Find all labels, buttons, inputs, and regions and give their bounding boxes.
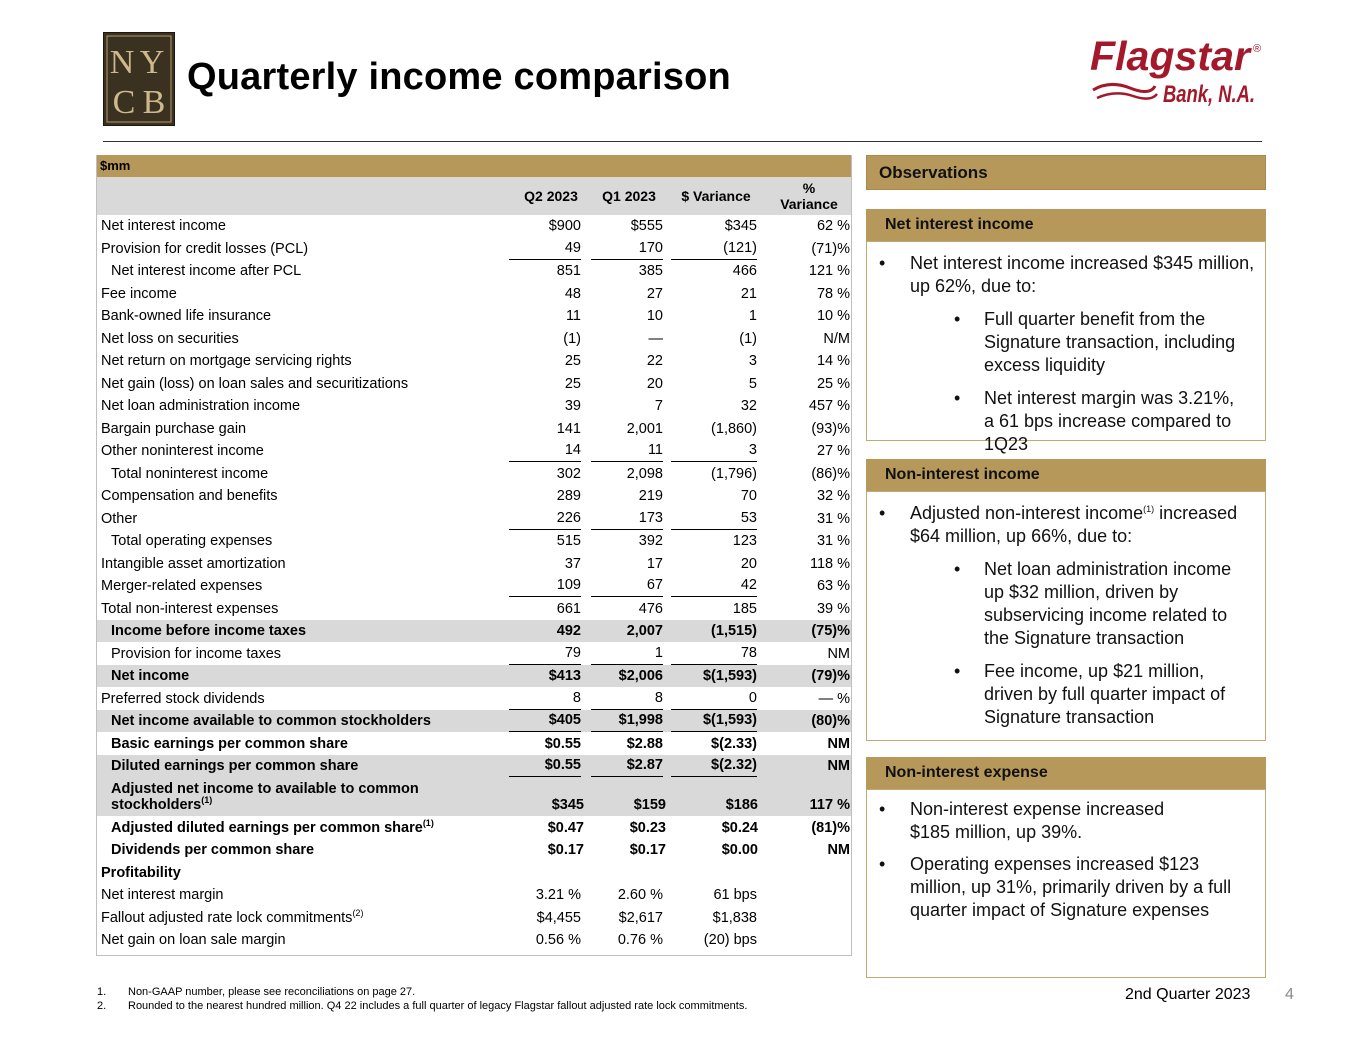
footnote-marker: (1) (1143, 504, 1155, 514)
row-label: Basic earnings per common share (111, 736, 348, 752)
table-row (97, 440, 851, 462)
noninterest-expense-bullet: • Operating expenses increased $123 million, up 31%, primarily driven by a full quarter impact of Signature expenses (867, 853, 1265, 922)
cell-pct-variance: 10 % (816, 308, 850, 324)
cell-q2: 141 (556, 421, 581, 437)
row-label: Net return on mortgage servicing rights (101, 353, 352, 369)
cell-dollar-variance: (1,860) (711, 421, 757, 437)
row-label: Net interest income (101, 218, 226, 234)
cell-q2: 39 (564, 398, 581, 414)
table-header (97, 177, 851, 215)
cell-q2: $405 (509, 710, 581, 732)
nii-bullet (867, 252, 1265, 456)
cell-q1: 67 (591, 575, 663, 597)
cell-dollar-variance: 21 (740, 286, 757, 302)
cell-q1: 173 (591, 507, 663, 530)
cell-q1: 1 (591, 642, 663, 665)
cell-dollar-variance: 70 (740, 488, 757, 504)
cell-dollar-variance: (1,515) (711, 623, 757, 639)
row-label: Income before income taxes (111, 623, 307, 639)
row-label: Other (101, 511, 138, 527)
cell-pct-variance: 31 % (816, 511, 850, 527)
cell-pct-variance (757, 861, 850, 884)
table-row (97, 687, 851, 710)
row-label: Merger-related expenses (101, 578, 263, 594)
col-header-q2: Q2 2023 (524, 188, 578, 204)
cell-dollar-variance: 78 (671, 642, 757, 665)
cell-pct-variance: (80)% (811, 713, 850, 729)
cell-dollar-variance: (121) (671, 237, 757, 260)
cell-dollar-variance: $345 (724, 218, 757, 234)
nycb-logo (103, 32, 175, 126)
row-label: Net loss on securities (101, 331, 239, 347)
cell-pct-variance: N/M (823, 331, 850, 347)
table-row (97, 282, 851, 305)
cell-q1: 2,098 (626, 466, 663, 482)
row-label-line: Adjusted net income to available to common (111, 781, 419, 797)
cell-dollar-variance: 3 (748, 353, 757, 369)
cell-q1: 170 (591, 237, 663, 260)
col-header-dollar-variance: $ Variance (681, 188, 751, 204)
row-label: Dividends per common share (111, 842, 315, 858)
cell-pct-variance (757, 929, 850, 951)
table-row (97, 305, 851, 327)
cell-pct-variance: NM (827, 646, 850, 662)
cell-q2: 25 (564, 376, 581, 392)
cell-q2: $413 (548, 668, 581, 684)
cell-dollar-variance: 61 bps (713, 887, 757, 903)
cell-q2: 48 (564, 286, 581, 302)
cell-q1: 219 (638, 488, 663, 504)
cell-dollar-variance: 32 (740, 398, 757, 414)
noninterest-income-section-body (866, 491, 1266, 741)
row-label: Fee income (101, 286, 177, 302)
table-row (97, 929, 851, 951)
cell-dollar-variance: 20 (740, 556, 757, 572)
table-row (97, 755, 851, 777)
row-label: Net income available to common stockholders (111, 713, 431, 729)
cell-pct-variance: 27 % (816, 443, 850, 459)
cell-dollar-variance: 5 (748, 376, 757, 392)
page-title: Quarterly income comparison (187, 56, 731, 98)
cell-dollar-variance: 53 (671, 507, 757, 530)
cell-dollar-variance: 0 (671, 687, 757, 710)
cell-dollar-variance: 185 (732, 601, 757, 617)
nycb-logo-letter-n: N (109, 44, 135, 81)
cell-q2: $345 (551, 797, 584, 813)
cell-dollar-variance: 3 (671, 440, 757, 462)
flagstar-logo-subline: Bank, N.A. (1163, 81, 1255, 108)
row-label: Bank-owned life insurance (101, 308, 272, 324)
nycb-logo-letter-c: C (112, 84, 136, 121)
row-label: Intangible asset amortization (101, 556, 286, 572)
row-label: Adjusted diluted earnings per common share$^{(1)}$ (111, 818, 434, 836)
table-row (97, 395, 851, 417)
row-label: Diluted earnings per common share (111, 758, 359, 774)
cell-q1: 22 (646, 353, 663, 369)
cell-q1: 2.60 % (617, 887, 663, 903)
cell-q2: $0.55 (544, 736, 581, 752)
cell-dollar-variance: 1 (748, 308, 757, 324)
cell-q2: 492 (556, 623, 581, 639)
table-row (97, 665, 851, 687)
cell-q2: 11 (565, 308, 581, 324)
footnote-text: Rounded to the nearest hundred million. Q4 22 includes a full quarter of legacy Flagstar fallout adjusted rate lock commitments. (128, 1000, 748, 1012)
footnote-number: 2. (97, 1000, 107, 1012)
cell-pct-variance: 117 % (809, 797, 850, 813)
nycb-logo-letter-y: Y (139, 44, 165, 81)
cell-q2: 8 (509, 687, 581, 710)
cell-q2 (509, 861, 581, 884)
noninterest-expense-section-title: Non-interest expense (866, 757, 1266, 789)
nii-section-title: Net interest income (866, 209, 1266, 241)
table-row (97, 372, 851, 395)
cell-q1: $555 (630, 218, 663, 234)
cell-q1: 476 (638, 601, 663, 617)
cell-pct-variance: — % (818, 691, 850, 707)
cell-q1: 8 (591, 687, 663, 710)
cell-q2: $0.55 (509, 755, 581, 777)
cell-dollar-variance: $0.00 (721, 842, 758, 858)
col-header-q1: Q1 2023 (602, 188, 656, 204)
row-label (111, 781, 419, 813)
table-row (97, 485, 851, 507)
cell-q2: 851 (556, 263, 581, 279)
footnote-marker: (1) (422, 818, 434, 829)
cell-q2: 14 (509, 440, 581, 462)
flagstar-logo-swoosh-1 (1093, 84, 1155, 91)
table-row (97, 861, 851, 884)
table-row (97, 530, 851, 552)
cell-q2: 79 (509, 642, 581, 665)
row-label: Total non-interest expenses (101, 601, 279, 617)
cell-q2: 25 (564, 353, 581, 369)
noninterest-expense-bullet: • Non-interest expense increased $185 million, up 39%. (867, 798, 1265, 844)
flagstar-logo-swoosh-2 (1097, 93, 1157, 98)
cell-q1: $2,006 (618, 668, 663, 684)
row-label: Net gain on loan sale margin (101, 932, 286, 948)
row-label: Net interest income after PCL (111, 263, 302, 279)
cell-pct-variance: 31 % (816, 533, 850, 549)
table-row (97, 732, 851, 755)
noninterest-income-bullet-text: Adjusted non-interest income (910, 503, 1144, 523)
nii-sub-bullet: • Net interest margin was 3.21%, a 61 bps increase compared to 1Q23 (910, 387, 1255, 456)
table-row (97, 839, 851, 861)
table-caption: $mm (97, 155, 851, 177)
cell-pct-variance: 62 % (816, 218, 850, 234)
cell-q1: 385 (638, 263, 663, 279)
cell-q1: $0.17 (629, 842, 666, 858)
cell-q1: 27 (646, 286, 663, 302)
page-number: 4 (1285, 986, 1294, 1003)
nii-section-body (866, 241, 1266, 454)
cell-pct-variance: NM (827, 736, 850, 752)
col-header-pct-variance: % Variance (780, 180, 838, 212)
footnote-marker: (1) (201, 795, 213, 806)
cell-pct-variance: (79)% (811, 668, 850, 684)
footnote-number: 1. (97, 986, 107, 998)
cell-pct-variance: NM (827, 758, 850, 774)
footnote-marker: (2) (352, 908, 364, 919)
nii-sub-bullet: • Full quarter benefit from the Signature transaction, including excess liquidity (910, 308, 1255, 377)
table-row (97, 620, 851, 642)
table-row (97, 710, 851, 732)
cell-pct-variance: 78 % (816, 286, 850, 302)
income-table (96, 155, 852, 956)
cell-pct-variance: 14 % (816, 353, 850, 369)
row-label: Profitability (101, 865, 181, 881)
row-label: Provision for income taxes (111, 646, 282, 662)
cell-q2: 109 (509, 575, 581, 597)
cell-pct-variance: (75)% (811, 623, 850, 639)
cell-q2: 0.56 % (535, 932, 581, 948)
row-label: Fallout adjusted rate lock commitments$^{(2)}$ (101, 908, 364, 926)
cell-pct-variance: (86)% (811, 466, 850, 482)
cell-q2: 49 (509, 237, 581, 260)
table-row (97, 327, 851, 350)
cell-q2: 3.21 % (535, 887, 581, 903)
table-row (97, 350, 851, 372)
cell-q1: 17 (646, 556, 663, 572)
table-row (97, 507, 851, 530)
table-row (97, 417, 851, 440)
cell-pct-variance: 63 % (816, 578, 850, 594)
cell-pct-variance: 25 % (816, 376, 850, 392)
cell-q1: 2,001 (626, 421, 663, 437)
cell-q2: 289 (556, 488, 581, 504)
footnote-text: Non-GAAP number, please see reconciliations on page 27. (128, 986, 416, 998)
nycb-logo-letter-b: B (142, 84, 166, 121)
observations-title: Observations (866, 155, 1266, 190)
cell-pct-variance: 457 % (808, 398, 850, 414)
cell-dollar-variance (671, 861, 757, 884)
cell-q1: 7 (654, 398, 663, 414)
row-label: Preferred stock dividends (101, 691, 265, 707)
cell-pct-variance: 121 % (808, 263, 850, 279)
table-row (97, 462, 851, 485)
cell-q2: 37 (564, 556, 581, 572)
cell-q2: 226 (509, 507, 581, 530)
cell-dollar-variance: 466 (732, 263, 757, 279)
cell-q1: 392 (638, 533, 663, 549)
cell-q1: $159 (633, 797, 666, 813)
row-label: Net income (111, 668, 190, 684)
flagstar-logo-registered: ® (1253, 43, 1262, 55)
footer-quarter: 2nd Quarter 2023 (1125, 986, 1251, 1003)
table-row (97, 552, 851, 575)
table-row (97, 597, 851, 620)
noninterest-expense-section-body (866, 789, 1266, 978)
noninterest-income-bullet-text-cont: increased $64 million, up 66%, due to: (910, 503, 1238, 546)
cell-q1: $0.23 (629, 820, 666, 836)
cell-pct-variance: (81)% (811, 820, 850, 836)
cell-pct-variance: (71)% (811, 241, 850, 257)
table-row (97, 777, 851, 816)
table-row (97, 575, 851, 597)
flagstar-logo (1085, 28, 1270, 110)
table-row (97, 215, 851, 237)
cell-q2: (1) (563, 331, 581, 347)
cell-q1: $1,998 (591, 710, 663, 732)
nii-bullet-text: Net interest income increased $345 million, up 62%, due to: (910, 253, 1255, 296)
table-row (97, 884, 851, 906)
cell-q1: 20 (646, 376, 663, 392)
cell-pct-variance: (93)% (811, 421, 850, 437)
cell-dollar-variance: $(2.33) (711, 736, 757, 752)
row-label: Net loan administration income (101, 398, 301, 414)
row-label: Bargain purchase gain (101, 421, 247, 437)
cell-dollar-variance: $186 (725, 797, 758, 813)
cell-q1: 2,007 (626, 623, 663, 639)
cell-q1: $2.87 (591, 755, 663, 777)
row-label: Provision for credit losses (PCL) (101, 241, 309, 257)
footnote-2 (97, 1000, 747, 1013)
cell-dollar-variance: $(2.32) (671, 755, 757, 777)
table-row (97, 260, 851, 282)
cell-q1: — (648, 331, 663, 347)
row-label: Net gain (loss) on loan sales and securitizations (101, 376, 409, 392)
cell-q2: $4,455 (536, 910, 581, 926)
cell-dollar-variance: $0.24 (721, 820, 758, 836)
cell-dollar-variance: (1) (739, 331, 757, 347)
cell-q1: 11 (591, 440, 663, 462)
cell-dollar-variance: $1,838 (712, 910, 757, 926)
cell-dollar-variance: $(1,593) (671, 710, 757, 732)
row-label: Total operating expenses (111, 533, 273, 549)
noninterest-income-section-title: Non-interest income (866, 459, 1266, 491)
table-row (97, 906, 851, 929)
cell-q1 (591, 861, 663, 884)
noninterest-income-bullet (867, 502, 1265, 729)
row-label: Compensation and benefits (101, 488, 278, 504)
cell-q2: $900 (548, 218, 581, 234)
cell-pct-variance: NM (827, 842, 850, 858)
noninterest-income-sub-bullet: • Net loan administration income up $32 million, driven by subservicing income related to the Signature transaction (910, 558, 1255, 650)
table-body (97, 215, 851, 951)
cell-q1: 10 (646, 308, 663, 324)
cell-pct-variance: 39 % (816, 601, 850, 617)
cell-q2: 661 (556, 601, 581, 617)
flagstar-logo-wordmark: Flagstar (1090, 33, 1253, 79)
table-row (97, 816, 851, 839)
cell-q2: 515 (556, 533, 581, 549)
noninterest-income-sub-bullet: • Fee income, up $21 million, driven by full quarter impact of Signature transaction (910, 660, 1255, 729)
table-row (97, 642, 851, 665)
cell-pct-variance (757, 884, 850, 906)
cell-q1: $2.88 (626, 736, 663, 752)
cell-q2: 302 (556, 466, 581, 482)
cell-q1: 0.76 % (617, 932, 663, 948)
cell-dollar-variance: 42 (671, 575, 757, 597)
row-label: Total noninterest income (111, 466, 269, 482)
cell-pct-variance: 32 % (816, 488, 850, 504)
table-row (97, 237, 851, 260)
cell-dollar-variance: (1,796) (711, 466, 757, 482)
row-label: Net interest margin (101, 887, 224, 903)
cell-q1: $2,617 (618, 910, 663, 926)
cell-q2: $0.17 (547, 842, 584, 858)
cell-dollar-variance: 123 (732, 533, 757, 549)
cell-dollar-variance: $(1,593) (702, 668, 757, 684)
header-divider (103, 141, 1262, 142)
cell-pct-variance (757, 906, 850, 929)
cell-pct-variance: 118 % (809, 556, 850, 572)
row-label: Other noninterest income (101, 443, 264, 459)
row-label-line: stockholders$^{(1)}$ (111, 795, 213, 813)
cell-q2: $0.47 (547, 820, 584, 836)
cell-dollar-variance: (20) bps (703, 932, 757, 948)
footnote-1 (97, 986, 415, 999)
